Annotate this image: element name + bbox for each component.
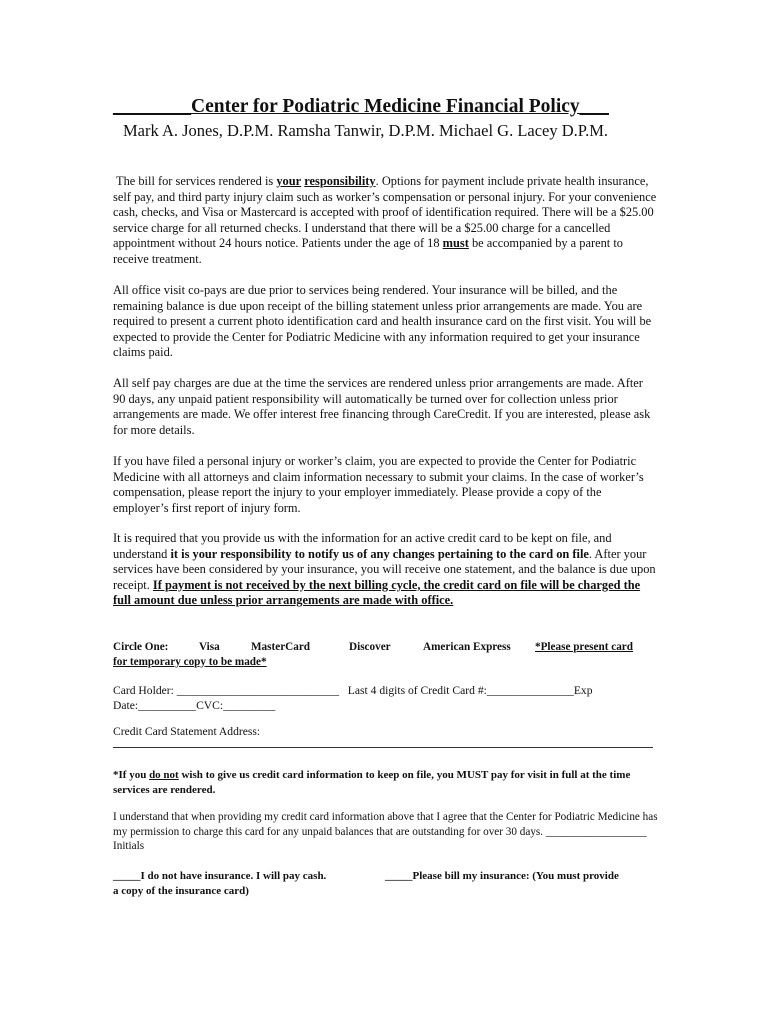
card-option-amex[interactable]: American Express bbox=[423, 641, 511, 653]
card-holder-field[interactable]: Card Holder: ____________________________ bbox=[113, 684, 340, 697]
no-card-notice bbox=[113, 768, 658, 797]
p5-text-a: It is required that you provide us with the information for an active credit card to be kept on file, and understand bbox=[113, 531, 612, 561]
statement-address-field[interactable] bbox=[113, 747, 653, 748]
title-trailing-line: ___ bbox=[579, 96, 609, 117]
date-cvc-field[interactable]: Date:__________CVC:_________ bbox=[113, 699, 276, 712]
notice-text-b: wish to give us credit card information to keep on file, you MUST pay for visit in full at the time services are rendered. bbox=[113, 769, 631, 796]
card-option-visa[interactable]: Visa bbox=[199, 641, 220, 653]
p5-text-b: . After your services have been considered by your insurance, you will receive one statement, and the balance is due upon receipt. bbox=[113, 546, 656, 592]
credit-card-paragraph bbox=[113, 531, 658, 609]
your-emphasis: your bbox=[276, 174, 302, 188]
card-fields bbox=[113, 683, 658, 713]
self-pay-paragraph: All self pay charges are due at the time the services are rendered unless prior arrangements are made. After 90 days, any unpaid patient responsibility will automatically be turned over for collection unless prior arrangements are made. We offer interest free financing through CareCredit. If you are interested, please ask for more details. bbox=[113, 376, 651, 437]
p1-text-b: . Options for payment include private health insurance, self pay, and third party injury claim such as worker’s compensation or personal injury. For your convenience cash, checks, and Visa or Mastercard is accepted with proof of identification required. There will be a $25.00 service charge for all returned checks. I understand that there will be a $25.00 charge for a cancelled appointment without 24 hours notice. Patients under the age of 18 bbox=[113, 174, 657, 251]
circle-one-label: Circle One: bbox=[113, 641, 169, 653]
title-leading-line: ________ bbox=[113, 96, 191, 117]
bill-insurance-option[interactable]: _____Please bill my insurance: (You must provide bbox=[385, 870, 619, 882]
present-card-note-continued: for temporary copy to be made* bbox=[113, 655, 267, 668]
doctors-line: Mark A. Jones, D.P.M. Ramsha Tanwir, D.P.M. Michael G. Lacey D.P.M. bbox=[123, 121, 609, 140]
p1-text-a: The bill for services rendered is bbox=[116, 174, 277, 188]
statement-address-label: Credit Card Statement Address: bbox=[113, 725, 261, 738]
responsibility-emphasis: responsibility bbox=[304, 174, 376, 188]
p1-text-c: be accompanied by a parent to receive treatment. bbox=[113, 236, 623, 266]
card-option-mastercard[interactable]: MasterCard bbox=[251, 641, 311, 653]
present-card-note: *Please present card bbox=[535, 641, 633, 653]
p5-bold-text: it is your responsibility to notify us of any changes pertaining to the card on file bbox=[170, 546, 589, 561]
card-type-selection bbox=[113, 640, 658, 669]
must-emphasis: must bbox=[442, 236, 469, 251]
title-text: Center for Podiatric Medicine Financial Policy bbox=[191, 96, 580, 117]
notice-text-a: *If you bbox=[113, 769, 150, 781]
card-option-discover[interactable]: Discover bbox=[349, 641, 391, 653]
do-not-emphasis: do not bbox=[149, 769, 179, 781]
injury-claim-paragraph: If you have filed a personal injury or worker’s claim, you are expected to provide the Center for Podiatric Medicine with all attorneys and claim information necessary to submit your claims. In the case of worker’s compensation, please report the injury to your employer immediately. Please provide a copy of the employer’s first report of injury form. bbox=[113, 454, 644, 515]
copay-paragraph: All office visit co-pays are due prior to services being rendered. Your insurance will be billed, and the remaining balance is due upon receipt of the billing statement unless prior arrangements are made. You are required to present a current photo identification card and health insurance card on the first visit. You will be expected to provide the Center for Podiatric Medicine with any information required to get your insurance claims paid. bbox=[113, 283, 652, 360]
last4-field[interactable]: Last 4 digits of Credit Card #:_______________Exp bbox=[347, 684, 593, 697]
no-insurance-option[interactable]: _____I do not have insurance. I will pay cash. bbox=[113, 870, 327, 882]
responsibility-paragraph bbox=[113, 174, 658, 268]
p5-bold-underline-text: If payment is not received by the next billing cycle, the credit card on file will be charged the full amount due unless prior arrangements are made with office. bbox=[113, 577, 641, 608]
page-title bbox=[113, 96, 658, 118]
insurance-copy-note: a copy of the insurance card) bbox=[113, 884, 249, 897]
authorization-statement: I understand that when providing my credit card information above that I agree that the Center for Podiatric Medicine has my permission to charge this card for any unpaid balances that are outstanding for over 30 days. __________________ Initials bbox=[113, 811, 658, 852]
insurance-options bbox=[113, 869, 658, 898]
